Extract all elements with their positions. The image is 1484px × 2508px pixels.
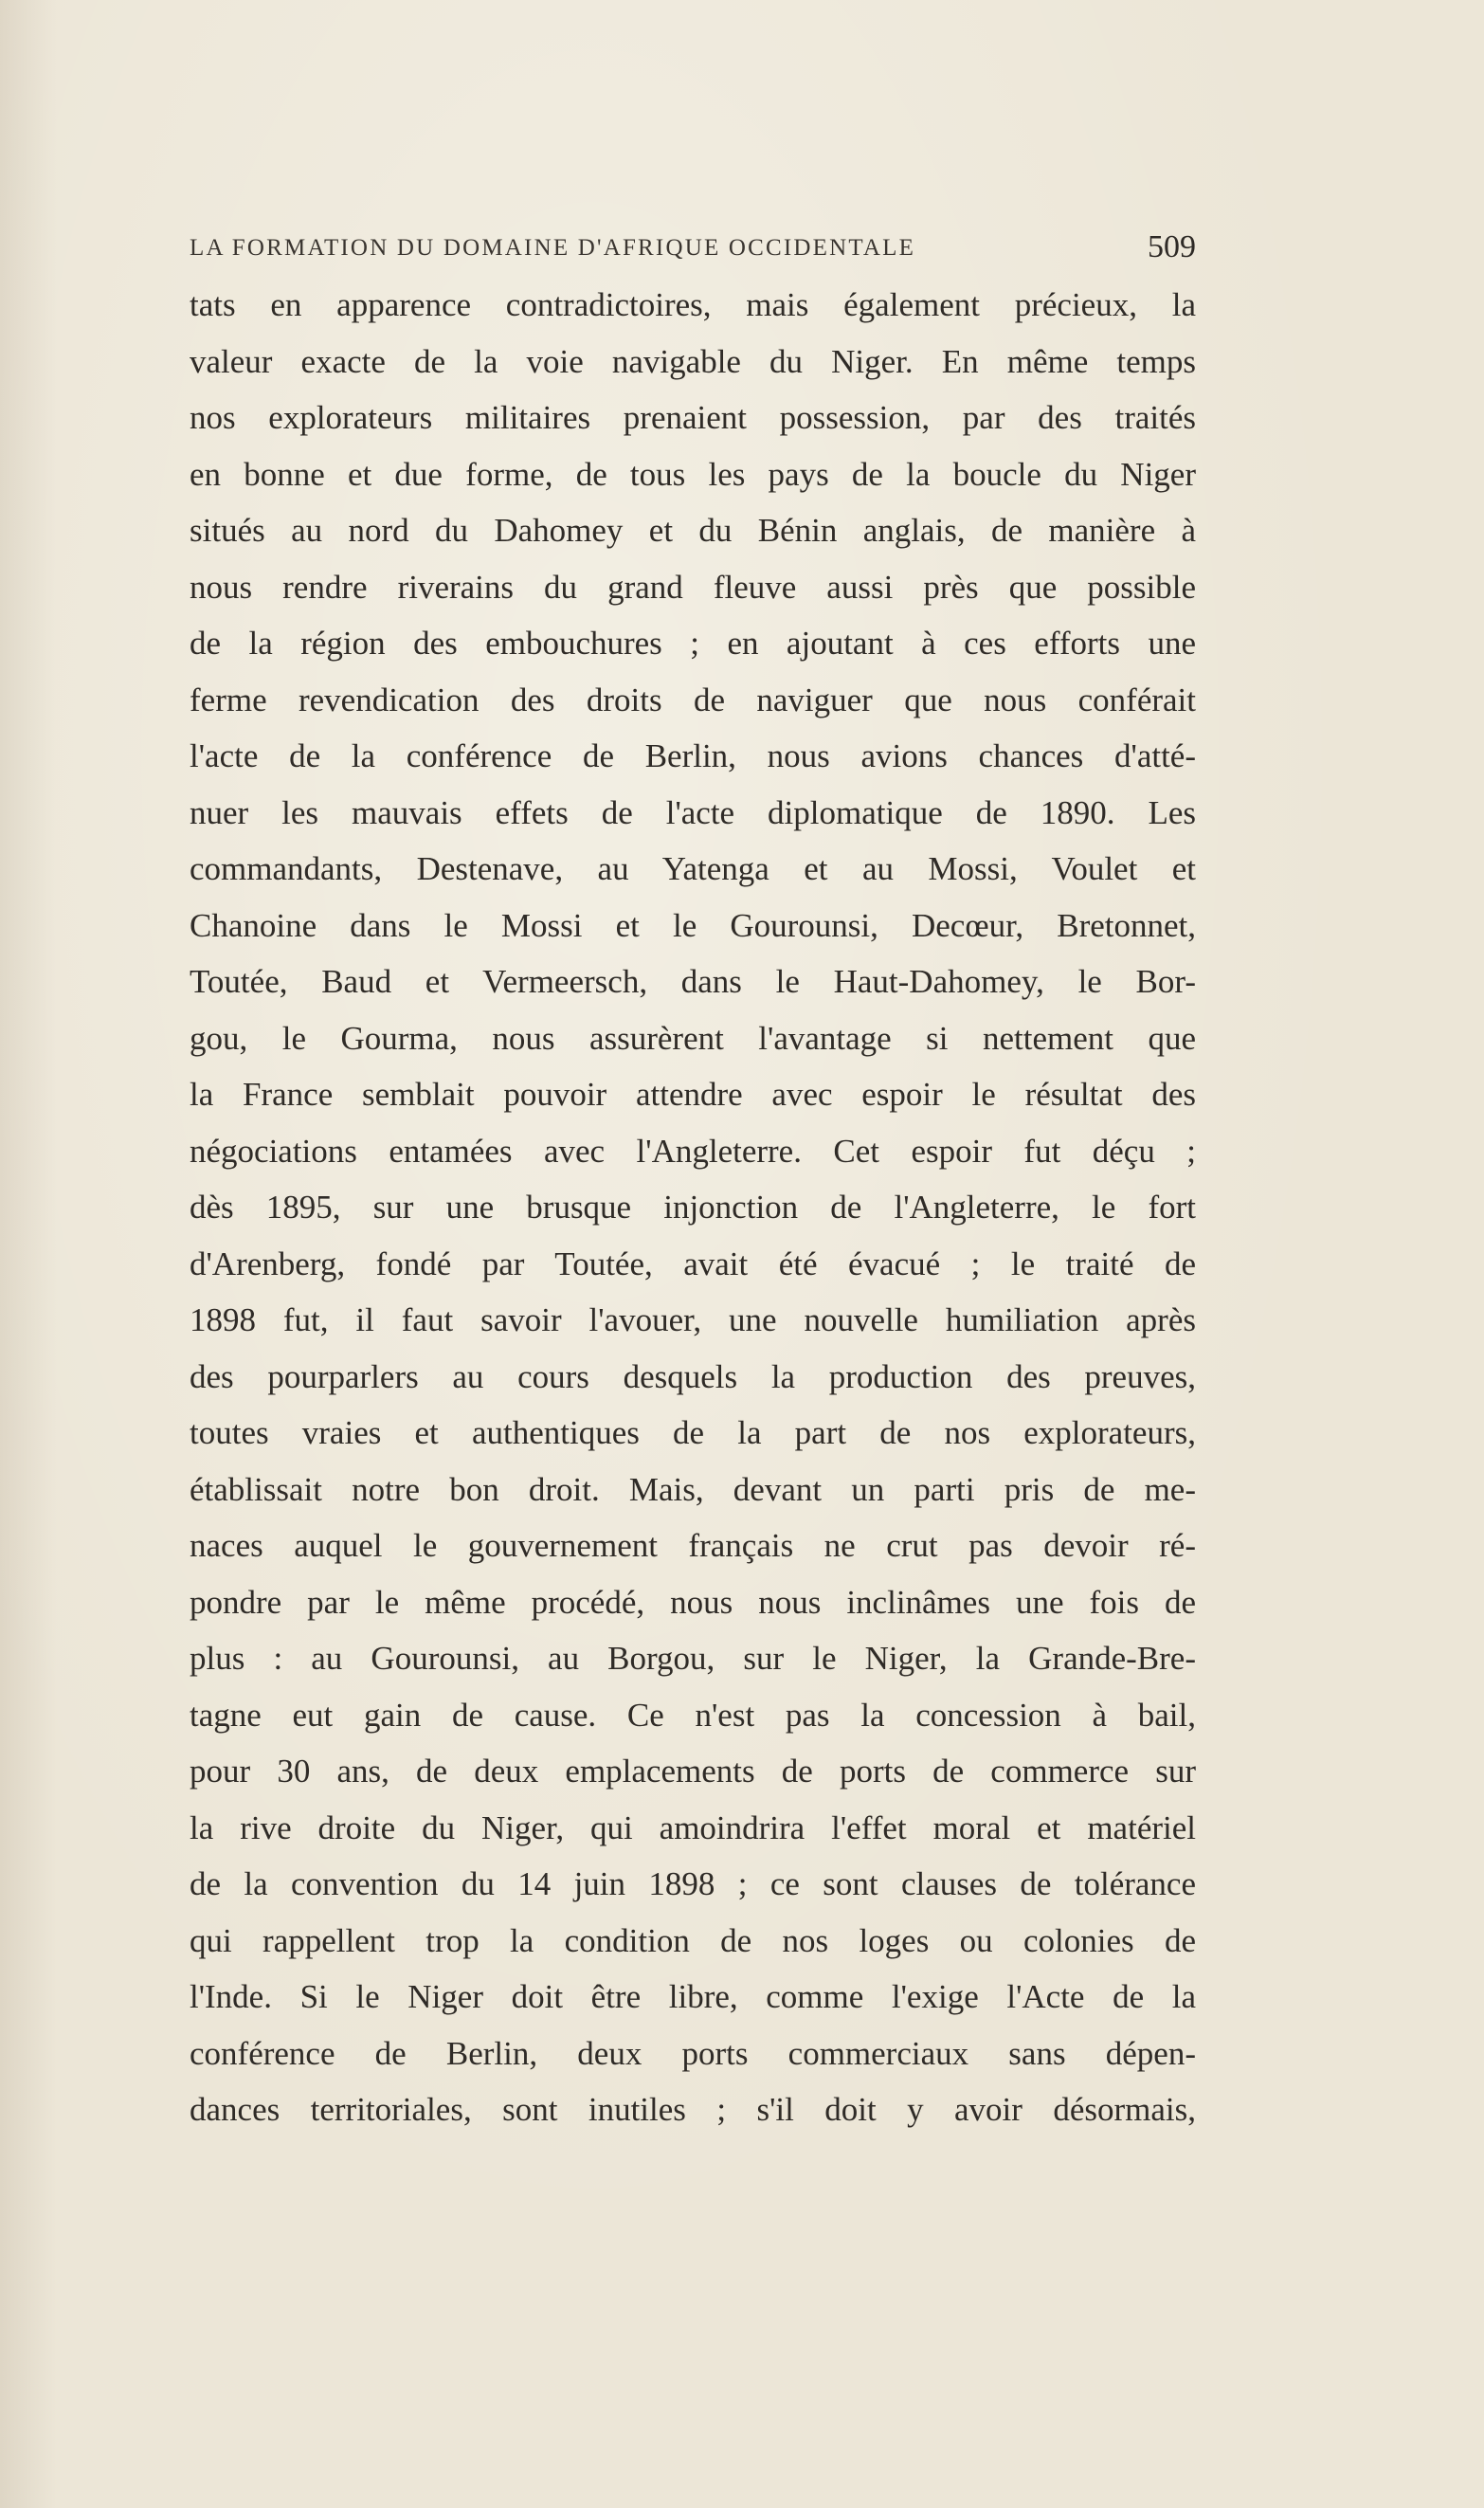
text-line: commandants, Destenave, au Yatenga et au Mossi, Voulet et — [190, 850, 1196, 887]
text-line: dances territoriales, sont inutiles ; s'il doit y avoir désormais, — [190, 2091, 1196, 2128]
text-line: de la région des embouchures ; en ajoutant à ces efforts une — [190, 625, 1196, 662]
running-title: LA FORMATION DU DOMAINE D'AFRIQUE OCCIDENTALE — [190, 235, 916, 261]
text-line: 1898 fut, il faut savoir l'avouer, une nouvelle humiliation après — [190, 1301, 1196, 1338]
text-line: établissait notre bon droit. Mais, devant un parti pris de me- — [190, 1470, 1196, 1508]
text-line: tagne eut gain de cause. Ce n'est pas la concession à bail, — [190, 1696, 1196, 1734]
text-line: ferme revendication des droits de naviguer que nous conférait — [190, 681, 1196, 718]
text-line: Toutée, Baud et Vermeersch, dans le Haut-Dahomey, le Bor- — [190, 963, 1196, 1000]
text-line: la rive droite du Niger, qui amoindrira l'effet moral et matériel — [190, 1808, 1196, 1846]
page-number: 509 — [1148, 229, 1196, 264]
text-line: l'acte de la conférence de Berlin, nous avions chances d'atté- — [190, 737, 1196, 774]
text-line: nos explorateurs militaires prenaient possession, par des traités — [190, 399, 1196, 436]
text-line: négociations entamées avec l'Angleterre. Cet espoir fut déçu ; — [190, 1132, 1196, 1170]
text-line: dès 1895, sur une brusque injonction de l'Angleterre, le fort — [190, 1189, 1196, 1226]
text-line: pour 30 ans, de deux emplacements de ports de commerce sur — [190, 1753, 1196, 1790]
text-line: gou, le Gourma, nous assurèrent l'avantage si nettement que — [190, 1019, 1196, 1057]
text-line: nuer les mauvais effets de l'acte diplomatique de 1890. Les — [190, 793, 1196, 831]
text-line: en bonne et due forme, de tous les pays de la boucle du Niger — [190, 455, 1196, 493]
running-header — [190, 229, 1196, 267]
body-text — [190, 277, 1196, 2138]
text-line: valeur exacte de la voie navigable du Niger. En même temps — [190, 342, 1196, 380]
text-line: nous rendre riverains du grand fleuve aussi près que possible — [190, 568, 1196, 606]
text-line: l'Inde. Si le Niger doit être libre, comme l'exige l'Acte de la — [190, 1978, 1196, 2015]
text-line: la France semblait pouvoir attendre avec espoir le résultat des — [190, 1076, 1196, 1113]
text-line: qui rappellent trop la condition de nos loges ou colonies de — [190, 1921, 1196, 1959]
text-line: Chanoine dans le Mossi et le Gourounsi, Decœur, Bretonnet, — [190, 906, 1196, 944]
text-line: conférence de Berlin, deux ports commerciaux sans dépen- — [190, 2034, 1196, 2072]
text-line: tats en apparence contradictoires, mais également précieux, la — [190, 286, 1196, 323]
text-line: pondre par le même procédé, nous nous inclinâmes une fois de — [190, 1583, 1196, 1621]
text-line: d'Arenberg, fondé par Toutée, avait été évacué ; le traité de — [190, 1245, 1196, 1282]
text-line: de la convention du 14 juin 1898 ; ce sont clauses de tolérance — [190, 1865, 1196, 1902]
text-line: plus : au Gourounsi, au Borgou, sur le Niger, la Grande-Bre- — [190, 1640, 1196, 1677]
text-line: situés au nord du Dahomey et du Bénin anglais, de manière à — [190, 512, 1196, 549]
text-line: des pourparlers au cours desquels la production des preuves, — [190, 1357, 1196, 1395]
text-line: naces auquel le gouvernement français ne crut pas devoir ré- — [190, 1527, 1196, 1564]
text-line: toutes vraies et authentiques de la part de nos explorateurs, — [190, 1414, 1196, 1451]
